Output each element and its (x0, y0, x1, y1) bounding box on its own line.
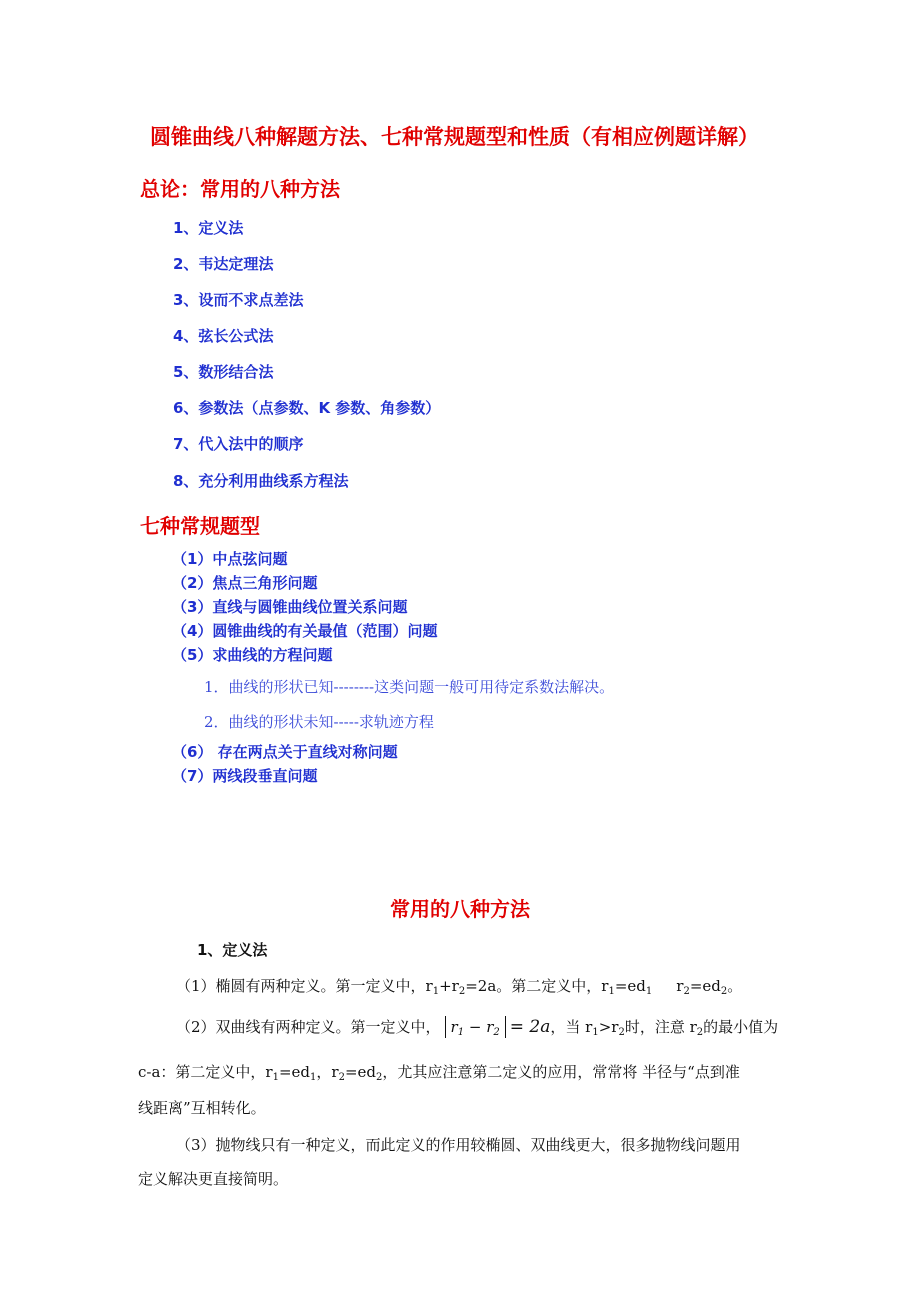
subscript: 2 (720, 986, 728, 997)
type-item: （3）直线与圆锥曲线位置关系问题 (172, 598, 408, 616)
section-heading: 常用的八种方法 (390, 897, 530, 921)
paragraph-parabola-line1: （3）抛物线只有一种定义，而此定义的作用较椭圆、双曲线更大，很多抛物线问题用 (176, 1136, 741, 1154)
text-run: c-a：第二定义中，r (138, 1063, 273, 1081)
text-run: ，尤其应注意第二定义的应用，常常将 半径与“点到准 (382, 1063, 740, 1081)
text-run: =ed (344, 1063, 377, 1081)
subscript: 2 (458, 986, 466, 997)
paragraph-parabola-line2: 定义解决更直接简明。 (138, 1170, 289, 1188)
method-item: 6、参数法（点参数、K 参数、角参数） (173, 399, 441, 417)
text-run: =ed (689, 977, 721, 995)
method-item: 1、定义法 (173, 219, 244, 237)
paragraph-hyperbola-line2 (138, 1061, 740, 1083)
text-run: =ed (278, 1063, 311, 1081)
subscript: 1 (272, 1072, 279, 1083)
type-item: （2）焦点三角形问题 (172, 574, 318, 592)
text-run: =2a。第二定义中，r (465, 977, 609, 995)
abs-value-formula: $r_1 - r_2$ (445, 1016, 506, 1038)
method-item: 8、充分利用曲线系方程法 (173, 472, 349, 490)
text-run: >r (598, 1018, 619, 1036)
method-item: 7、代入法中的顺序 (173, 435, 304, 453)
type-item: （1）中点弦问题 (172, 550, 288, 568)
text-run: r (676, 977, 684, 995)
types-heading: 七种常规题型 (140, 514, 260, 538)
paragraph-ellipse (176, 975, 742, 997)
type-item: （4）圆锥曲线的有关最值（范围）问题 (172, 622, 438, 640)
text-run: =ed (614, 977, 646, 995)
subscript: 2 (683, 986, 690, 997)
subscript: 1 (645, 986, 653, 997)
subscript: 2 (338, 1072, 345, 1083)
subscript: 2 (376, 1072, 383, 1083)
document-title: 圆锥曲线八种解题方法、七种常规题型和性质（有相应例题详解） (150, 125, 759, 149)
subscript: 1 (310, 1072, 317, 1083)
text-run: +r (439, 977, 459, 995)
subscript: 1 (608, 986, 615, 997)
method-item: 3、设而不求点差法 (173, 291, 304, 309)
text-run: 。 (727, 977, 743, 995)
section-subheading: 1、定义法 (197, 941, 268, 959)
subscript: 1 (432, 986, 440, 997)
method-item: 5、数形结合法 (173, 363, 274, 381)
paragraph-hyperbola-line3: 线距离”互相转化。 (138, 1099, 266, 1117)
paragraph-hyperbola-line1 (176, 1016, 778, 1044)
method-item: 2、韦达定理法 (173, 255, 274, 273)
formula-rhs: = 2a (509, 1017, 551, 1037)
type-item: （5）求曲线的方程问题 (172, 646, 333, 664)
text-run: （1）椭圆有两种定义。第一定义中，r (176, 977, 433, 995)
text-run: （2）双曲线有两种定义。第一定义中， (176, 1018, 441, 1036)
text-run: ，r (316, 1063, 339, 1081)
text-run: 的最小值为 (703, 1018, 779, 1036)
type-subitem: 1．曲线的形状已知--------这类问题一般可用待定系数法解决。 (204, 678, 615, 696)
type-subitem: 2．曲线的形状未知-----求轨迹方程 (204, 713, 434, 731)
text-run: 时，注意 r (624, 1018, 697, 1036)
subscript: 2 (696, 1027, 704, 1038)
type-item: （6） 存在两点关于直线对称问题 (172, 743, 398, 761)
type-item: （7）两线段垂直问题 (172, 767, 318, 785)
method-item: 4、弦长公式法 (173, 327, 274, 345)
overview-heading: 总论：常用的八种方法 (140, 177, 340, 201)
subscript: 1 (592, 1027, 599, 1038)
text-run: ，当 r (550, 1018, 593, 1036)
subscript: 2 (618, 1027, 625, 1038)
